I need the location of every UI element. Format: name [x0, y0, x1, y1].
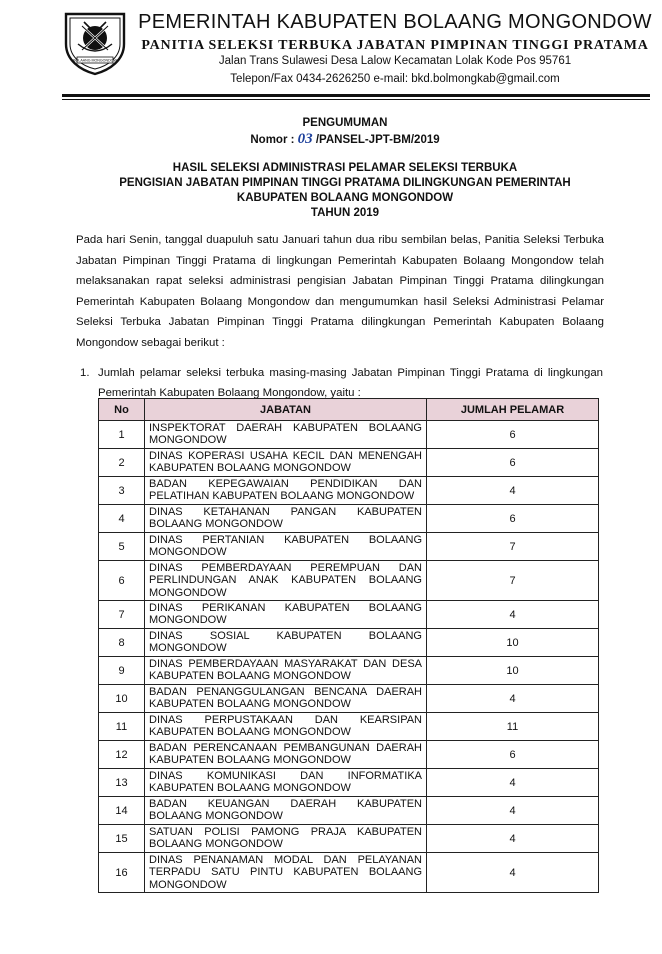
row-jumlah: 4: [427, 853, 599, 893]
row-number: 1: [99, 421, 145, 449]
row-jabatan: BADAN KEUANGAN DAERAH KABUPATEN BOLAANG MONGONDOW: [145, 797, 427, 825]
table-row: [99, 685, 599, 713]
body-paragraph: Pada hari Senin, tanggal duapuluh satu Januari tahun dua ribu sembilan belas, Panitia Seleksi Terbuka Jabatan Pimpinan Tinggi Pratama di lingkungan Pemerintah Kabupaten Bolaang Mongondow telah melaksanakan rapat seleksi administrasi pengisian Jabatan Pimpinan Tinggi Pratama dilingkungan Pemerintah Kabupaten Bolaang Mongondow dan mengumumkan hasil Seleksi Administrasi Pelamar Seleksi Terbuka Jabatan Pimpinan Tinggi Pratama dilingkungan Pemerintah Kabupaten Bolaang Mongondow sebagai berikut :: [76, 234, 604, 349]
row-jabatan: DINAS PERPUSTAKAAN DAN KEARSIPAN KABUPATEN BOLAANG MONGONDOW: [145, 713, 427, 741]
row-jabatan: DINAS PEMBERDAYAAN PEREMPUAN DAN PERLINDUNGAN ANAK KABUPATEN BOLAANG MONGONDOW: [145, 561, 427, 601]
list-item-text: Jumlah pelamar seleksi terbuka masing-masing Jabatan Pimpinan Tinggi Pratama di lingkungan Pemerintah Kabupaten Bolaang Mongondow, yaitu :: [98, 367, 603, 399]
row-jumlah: 7: [427, 561, 599, 601]
row-number: 12: [99, 741, 145, 769]
applicants-table: [98, 398, 599, 893]
letterhead-address: Jalan Trans Sulawesi Desa Lalow Kecamatan Lolak Kode Pos 95761: [218, 55, 572, 67]
row-jumlah: 4: [427, 797, 599, 825]
table-row: [99, 629, 599, 657]
row-jumlah: 7: [427, 533, 599, 561]
number-handwritten: 03: [297, 131, 313, 147]
row-number: 7: [99, 601, 145, 629]
row-jumlah: 4: [427, 685, 599, 713]
row-number: 10: [99, 685, 145, 713]
table-row: [99, 769, 599, 797]
table-row: [99, 449, 599, 477]
number-prefix: Nomor :: [250, 134, 295, 146]
row-jabatan: DINAS KOMUNIKASI DAN INFORMATIKA KABUPATEN BOLAANG MONGONDOW: [145, 769, 427, 797]
table-row: [99, 741, 599, 769]
row-jumlah: 6: [427, 505, 599, 533]
list-item-number: 1.: [80, 367, 90, 379]
row-jumlah: 6: [427, 741, 599, 769]
table-row: [99, 853, 599, 893]
heading-line-2: PENGISIAN JABATAN PIMPINAN TINGGI PRATAMA DILINGKUNGAN PEMERINTAH: [119, 177, 571, 189]
table-row: [99, 505, 599, 533]
row-jabatan: DINAS KETAHANAN PANGAN KABUPATEN BOLAANG MONGONDOW: [145, 505, 427, 533]
row-jabatan: DINAS SOSIAL KABUPATEN BOLAANG MONGONDOW: [145, 629, 427, 657]
row-number: 14: [99, 797, 145, 825]
row-jabatan: DINAS PERIKANAN KABUPATEN BOLAANG MONGONDOW: [145, 601, 427, 629]
row-number: 6: [99, 561, 145, 601]
row-jumlah: 4: [427, 601, 599, 629]
row-number: 2: [99, 449, 145, 477]
row-number: 9: [99, 657, 145, 685]
row-jumlah: 10: [427, 657, 599, 685]
row-jabatan: DINAS PERTANIAN KABUPATEN BOLAANG MONGONDOW: [145, 533, 427, 561]
row-jabatan: DINAS PENANAMAN MODAL DAN PELAYANAN TERPADU SATU PINTU KABUPATEN BOLAANG MONGONDOW: [145, 853, 427, 893]
table-row: [99, 421, 599, 449]
row-jabatan: BADAN KEPEGAWAIAN PENDIDIKAN DAN PELATIHAN KABUPATEN BOLAANG MONGONDOW: [145, 477, 427, 505]
table-row: [99, 477, 599, 505]
row-number: 5: [99, 533, 145, 561]
heading-line-4: TAHUN 2019: [310, 207, 380, 219]
row-number: 4: [99, 505, 145, 533]
table-row: [99, 533, 599, 561]
row-jabatan: SATUAN POLISI PAMONG PRAJA KABUPATEN BOLAANG MONGONDOW: [145, 825, 427, 853]
row-jabatan: BADAN PERENCANAAN PEMBANGUNAN DAERAH KABUPATEN BOLAANG MONGONDOW: [145, 741, 427, 769]
row-jumlah: 6: [427, 449, 599, 477]
letterhead-subtitle: PANITIA SELEKSI TERBUKA JABATAN PIMPINAN TINGGI PRATAMA: [141, 38, 649, 53]
row-number: 3: [99, 477, 145, 505]
row-jabatan: DINAS PEMBERDAYAAN MASYARAKAT DAN DESA KABUPATEN BOLAANG MONGONDOW: [145, 657, 427, 685]
regency-logo: [60, 10, 130, 76]
row-number: 8: [99, 629, 145, 657]
number-suffix: /PANSEL-JPT-BM/2019: [315, 134, 440, 146]
table-row: [99, 797, 599, 825]
row-jumlah: 6: [427, 421, 599, 449]
table-row: [99, 713, 599, 741]
announcement-label: PENGUMUMAN: [302, 117, 388, 129]
table-row: [99, 561, 599, 601]
row-jumlah: 4: [427, 477, 599, 505]
logo-banner-text: BOLAANG MONGONDOW: [73, 58, 117, 63]
row-jabatan: DINAS KOPERASI USAHA KECIL DAN MENENGAH KABUPATEN BOLAANG MONGONDOW: [145, 449, 427, 477]
row-jumlah: 4: [427, 825, 599, 853]
header-jabatan: JABATAN: [145, 399, 427, 421]
row-number: 16: [99, 853, 145, 893]
table-row: [99, 825, 599, 853]
letterhead-title: PEMERINTAH KABUPATEN BOLAANG MONGONDOW: [138, 11, 652, 33]
row-jumlah: 10: [427, 629, 599, 657]
table-header-row: [99, 399, 599, 421]
row-number: 15: [99, 825, 145, 853]
letterhead-contact: Telepon/Fax 0434-2626250 e-mail: bkd.bolmongkab@gmail.com: [230, 73, 560, 85]
letterhead-thick-rule: [62, 94, 650, 97]
row-jabatan: BADAN PENANGGULANGAN BENCANA DAERAH KABUPATEN BOLAANG MONGONDOW: [145, 685, 427, 713]
row-number: 11: [99, 713, 145, 741]
row-jumlah: 4: [427, 769, 599, 797]
header-jumlah: JUMLAH PELAMAR: [427, 399, 599, 421]
row-jumlah: 11: [427, 713, 599, 741]
heading-line-1: HASIL SELEKSI ADMINISTRASI PELAMAR SELEKSI TERBUKA: [172, 162, 518, 174]
heading-line-3: KABUPATEN BOLAANG MONGONDOW: [236, 192, 454, 204]
header-no: No: [99, 399, 145, 421]
announcement-number: [60, 131, 630, 148]
letterhead-thin-rule: [62, 99, 650, 100]
row-number: 13: [99, 769, 145, 797]
row-jabatan: INSPEKTORAT DAERAH KABUPATEN BOLAANG MONGONDOW: [145, 421, 427, 449]
table-row: [99, 601, 599, 629]
table-row: [99, 657, 599, 685]
